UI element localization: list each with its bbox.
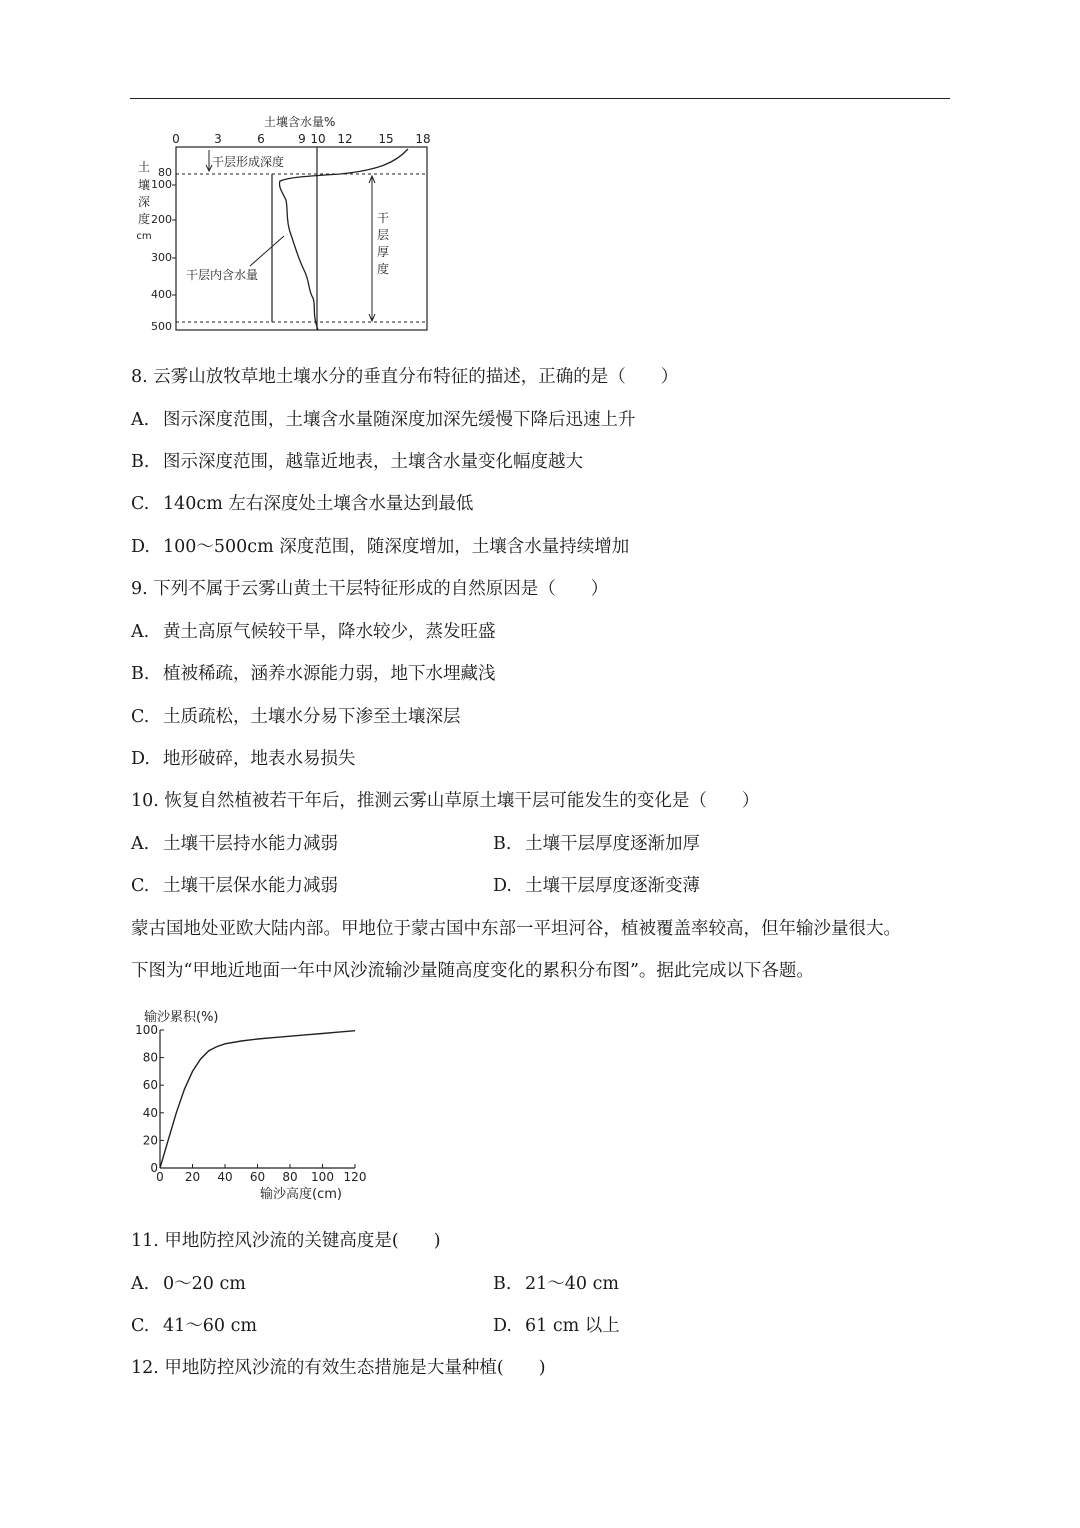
option-label: B. [131,664,150,684]
fig1-ytick: 80 [158,166,172,179]
chart-xtick-label: 20 [184,1170,201,1184]
fig1-thickness-char: 层 [376,228,390,242]
option-text: 图示深度范围，土壤含水量随深度加深先缓慢下降后迅速上升 [163,410,636,430]
chart-ytick-label: 60 [142,1078,158,1093]
chart-xtick-label: 120 [343,1170,367,1184]
option-label: A. [131,834,150,854]
option-label: C. [131,876,150,896]
fig1-ytick: 400 [151,288,172,301]
chart-xtick-label: 60 [249,1170,266,1184]
passage-line-1: 蒙古国地处亚欧大陆内部。甲地位于蒙古国中东部一平坦河谷，植被覆盖率较高，但年输沙量很大。 [131,919,901,939]
option-text: 图示深度范围，越靠近地表，土壤含水量变化幅度越大 [163,452,583,472]
fig1-xtick: 9 [298,132,306,146]
option-label: B. [493,834,512,854]
q11-option-d[interactable] [493,1314,620,1338]
fig1-ylabel-char: cm [136,231,152,242]
question-9-stem: 9. 下列不属于云雾山黄土干层特征形成的自然原因是（ ） [131,579,609,599]
fig1-label-water-content: 干层内含水量 [186,268,259,282]
chart-ytick-label: 20 [142,1133,158,1148]
question-12-stem: 12. 甲地防控风沙流的有效生态措施是大量种植( ) [131,1358,546,1378]
chart-x-ticks [156,1164,366,1184]
option-text: 土壤干层持水能力减弱 [163,834,338,854]
option-text: 140cm 左右深度处土壤含水量达到最低 [163,494,474,514]
option-text: 地形破碎，地表水易损失 [163,749,356,769]
option-text: 植被稀疏，涵养水源能力弱，地下水埋藏浅 [163,664,496,684]
chart-xlabel: 输沙高度(cm) [260,1187,342,1202]
fig1-xtick: 15 [378,132,394,146]
chart-ytick-label: 80 [142,1050,158,1065]
option-label: D. [493,1316,512,1336]
fig1-thickness-char: 度 [376,262,390,276]
option-text: 21～40 cm [525,1274,619,1294]
chart-xtick-label: 100 [311,1170,334,1184]
fig1-ylabel-char: 土 [137,160,151,174]
option-label: A. [131,1274,150,1294]
fig1-ytick: 500 [151,320,172,333]
option-label: D. [493,876,512,896]
option-label: D. [131,749,150,769]
option-label: C. [131,494,150,514]
option-label: A. [131,622,150,642]
fig1-title: 土壤含水量% [264,115,336,129]
fig1-xtick: 6 [257,132,265,146]
fig1-ylabel-char: 度 [137,212,151,226]
fig1-ylabel-char: 深 [137,195,151,209]
chart-ytick-label: 0 [150,1161,158,1175]
option-text: 41～60 cm [163,1316,257,1336]
fig1-ylabel-char: 壤 [137,178,151,192]
fig1-xtick: 12 [337,132,353,146]
option-text: 0～20 cm [163,1274,246,1294]
fig1-thickness-char: 干 [376,211,390,225]
option-label: D. [131,537,150,557]
fig1-label-formation-depth: 干层形成深度 [212,155,285,169]
chart-ylabel: 输沙累积(%) [144,1010,219,1025]
fig1-ytick: 200 [151,213,172,226]
fig1-ytick: 300 [151,251,172,264]
option-text: 土质疏松，土壤水分易下渗至土壤深层 [163,707,461,727]
option-text: 土壤干层厚度逐渐加厚 [525,834,700,854]
option-label: A. [131,410,150,430]
fig1-xtick: 0 [172,132,180,146]
chart-series-line [160,1031,355,1168]
question-10-stem: 10. 恢复自然植被若干年后，推测云雾山草原土壤干层可能发生的变化是（ ） [131,791,760,811]
option-label: C. [131,707,150,727]
option-text: 土壤干层厚度逐渐变薄 [525,876,700,896]
question-8-stem: 8. 云雾山放牧草地土壤水分的垂直分布特征的描述，正确的是（ ） [131,367,679,387]
option-text: 100～500cm 深度范围，随深度增加，土壤含水量持续增加 [163,537,630,557]
q11-option-c[interactable] [131,1314,257,1338]
chart-ytick-label: 40 [142,1105,158,1120]
fig1-thickness-char: 厚 [376,245,390,259]
option-text: 黄土高原气候较干旱，降水较少，蒸发旺盛 [163,622,496,642]
q11-option-b[interactable] [493,1272,619,1296]
option-label: C. [131,1316,150,1336]
chart-xtick-label: 40 [217,1170,233,1184]
option-text: 土壤干层保水能力减弱 [163,876,338,896]
fig1-xtick: 3 [214,132,222,146]
fig1-ytick: 100 [151,178,172,191]
option-label: B. [131,452,150,472]
chart-xtick-label: 0 [156,1170,164,1184]
fig1-xtick: 10 [310,132,326,146]
fig1-xtick: 18 [415,132,431,146]
chart-xtick-label: 80 [282,1170,298,1184]
chart-ytick-label: 100 [135,1023,158,1037]
q11-option-a[interactable] [131,1272,246,1296]
option-text: 61 cm 以上 [525,1316,620,1336]
option-label: B. [493,1274,512,1294]
question-11-stem: 11. 甲地防控风沙流的关键高度是( ) [131,1231,441,1251]
passage-line-2: 下图为“甲地近地面一年中风沙流输沙量随高度变化的累积分布图”。据此完成以下各题。 [131,961,814,981]
